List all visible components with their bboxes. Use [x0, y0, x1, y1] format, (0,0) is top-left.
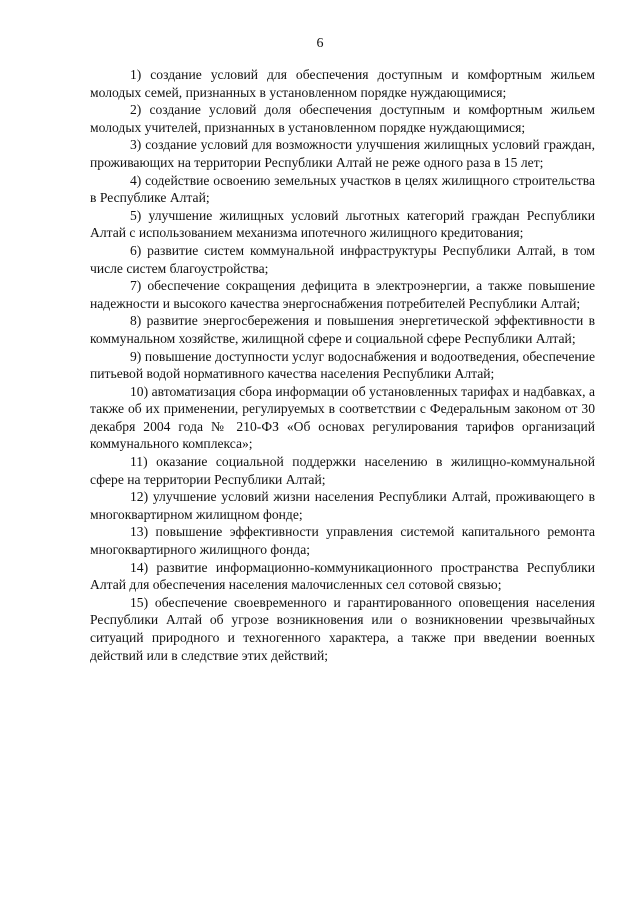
- list-item-7: 7) обеспечение сокращения дефицита в электроэнергии, а также повышение надежности и высокого качества энергоснабжения потребителей Республики Алтай;: [90, 278, 595, 311]
- list-item-1: 1) создание условий для обеспечения доступным и комфортным жильем молодых семей, признанных в установленном порядке нуждающимися;: [90, 67, 595, 100]
- list-item-9: 9) повышение доступности услуг водоснабжения и водоотведения, обеспечение питьевой водой нормативного качества населения Республики Алтай;: [90, 348, 595, 382]
- list-item-2: 2) создание условий доля обеспечения доступным и комфортным жильем молодых учителей, признанных в установленном порядке нуждающимися;: [90, 102, 595, 135]
- list-item-3: 3) создание условий для возможности улучшения жилищных условий граждан, проживающих на территории Республики Алтай не реже одного раза в 15 лет;: [90, 137, 595, 170]
- document-body: [90, 66, 595, 664]
- list-item-14: 14) развитие информационно-коммуникационного пространства Республики Алтай для обеспечения населения малочисленных сел сотовой связью;: [90, 559, 595, 593]
- page-number: 6: [316, 36, 324, 51]
- list-item-6: 6) развитие систем коммунальной инфраструктуры Республики Алтай, в том числе систем благоустройства;: [90, 242, 595, 276]
- list-item-10: 10) автоматизация сбора информации об установленных тарифах и надбавках, а также об их применении, регулируемых в соответствии с Федеральным законом от 30 декабря 2004 года № 210-ФЗ «Об основах регулирования тарифов организаций коммунального комплекса»;: [90, 383, 595, 452]
- list-item-15: 15) обеспечение своевременного и гарантированного оповещения населения Республики Алтай об угрозе возникновения или о возникновении чрезвычайных ситуаций природного и техногенного характера, а также при введении военных действий или в следствие этих действий;: [90, 594, 595, 663]
- list-item-5: 5) улучшение жилищных условий льготных категорий граждан Республики Алтай с использованием механизма ипотечного жилищного кредитования;: [90, 207, 595, 241]
- list-item-13: 13) повышение эффективности управления системой капитального ремонта многоквартирного жилищного фонда;: [90, 524, 595, 558]
- list-item-8: 8) развитие энергосбережения и повышения энергетической эффективности в коммунальном хозяйстве, жилищной сфере и социальной сфере Республики Алтай;: [90, 313, 595, 346]
- list-item-12: 12) улучшение условий жизни населения Республики Алтай, проживающего в многоквартирном жилищном фонде;: [90, 489, 595, 522]
- list-item-4: 4) содействие освоению земельных участков в целях жилищного строительства в Республике Алтай;: [90, 172, 595, 206]
- list-item-11: 11) оказание социальной поддержки населению в жилищно-коммунальной сфере на территории Республики Алтай;: [90, 454, 595, 487]
